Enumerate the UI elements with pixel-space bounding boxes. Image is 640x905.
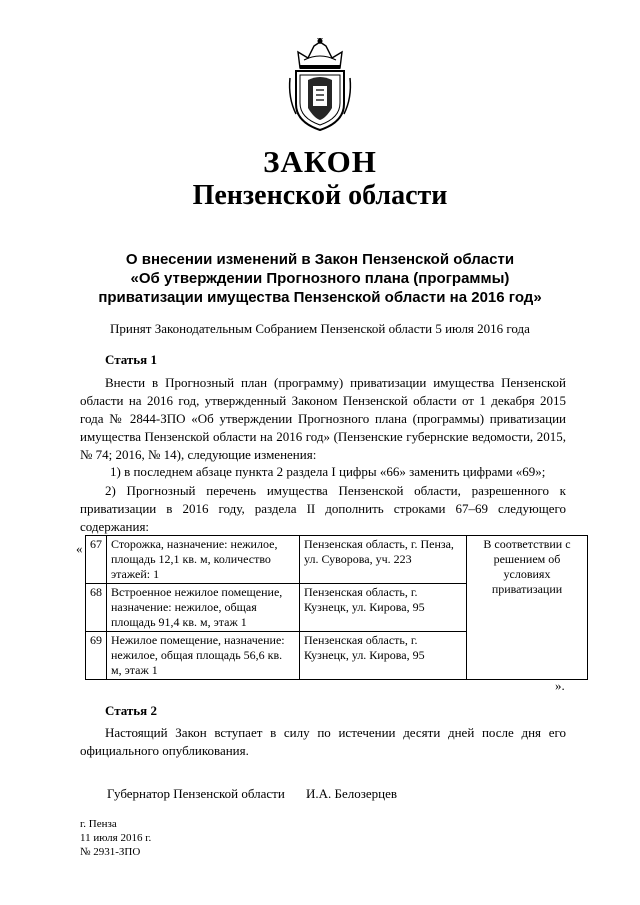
object-description: Нежилое помещение, назначение: нежилое, общая площадь 56,6 кв. м, этаж 1	[107, 632, 300, 680]
heading-line-3: приватизации имущества Пензенской области на 2016 год»	[98, 289, 542, 306]
article-2-text: Настоящий Закон вступает в силу по истечении десяти дней после дня его официального опубликования.	[80, 725, 566, 758]
law-heading	[40, 250, 600, 307]
signature-name: И.А. Белозерцев	[306, 786, 398, 801]
footer-city: г. Пенза	[80, 818, 117, 830]
article-2-title: Статья 2	[105, 703, 157, 718]
article-1-intro: Внести в Прогнозный план (программу) приватизации имущества Пензенской области на 2016 год, утвержденный Законом Пензенской области от 1 декабря 2015 года № 2844-ЗПО «Об утверждении Прогнозного плана (программы) приватизации имущества Пензенской области на 2016 год» (Пензенские губернские ведомости, 2015, № 74; 2016, № 14), следующие изменения:	[80, 375, 566, 462]
object-location: Пензенская область, г. Кузнецк, ул. Кирова, 95	[300, 584, 467, 632]
object-description: Встроенное нежилое помещение, назначение: нежилое, общая площадь 91,4 кв. м, этаж 1	[107, 584, 300, 632]
document-title: ЗАКОН	[263, 144, 377, 179]
privatization-condition: В соответствии с решением об условиях приватизации	[467, 536, 588, 680]
article-1-item-1: 1) в последнем абзаце пункта 2 раздела I цифры «66» заменить цифрами «69»;	[110, 464, 546, 479]
row-number: 67	[86, 536, 107, 584]
article-1-item-2: 2) Прогнозный перечень имущества Пензенской области, разрешенного к приватизации в 2016 году, раздела II дополнить строками 67–69 следующего содержания:	[80, 483, 566, 534]
signature-position: Губернатор Пензенской области	[107, 786, 285, 801]
heading-line-1: О внесении изменений в Закон Пензенской области	[125, 251, 515, 268]
coat-of-arms-emblem	[286, 38, 354, 134]
footer-number: № 2931-ЗПО	[80, 846, 141, 858]
row-number: 68	[86, 584, 107, 632]
object-location: Пензенская область, г. Пенза, ул. Суворова, уч. 223	[300, 536, 467, 584]
row-number: 69	[86, 632, 107, 680]
footer-date: 11 июля 2016 г.	[80, 832, 152, 844]
table-open-quote: «	[76, 541, 83, 556]
table-close-quote: ».	[555, 678, 565, 693]
adoption-note: Принят Законодательным Собранием Пензенской области 5 июля 2016 года	[110, 321, 530, 336]
heading-line-2: «Об утверждении Прогнозного плана (программы)	[130, 270, 510, 287]
document-subtitle: Пензенской области	[192, 180, 448, 211]
table-row	[86, 536, 588, 584]
object-description: Сторожка, назначение: нежилое, площадь 12,1 кв. м, количество этажей: 1	[107, 536, 300, 584]
article-1-title: Статья 1	[105, 352, 157, 367]
object-location: Пензенская область, г. Кузнецк, ул. Кирова, 95	[300, 632, 467, 680]
property-list-table	[85, 535, 588, 680]
signature-block	[107, 785, 397, 803]
